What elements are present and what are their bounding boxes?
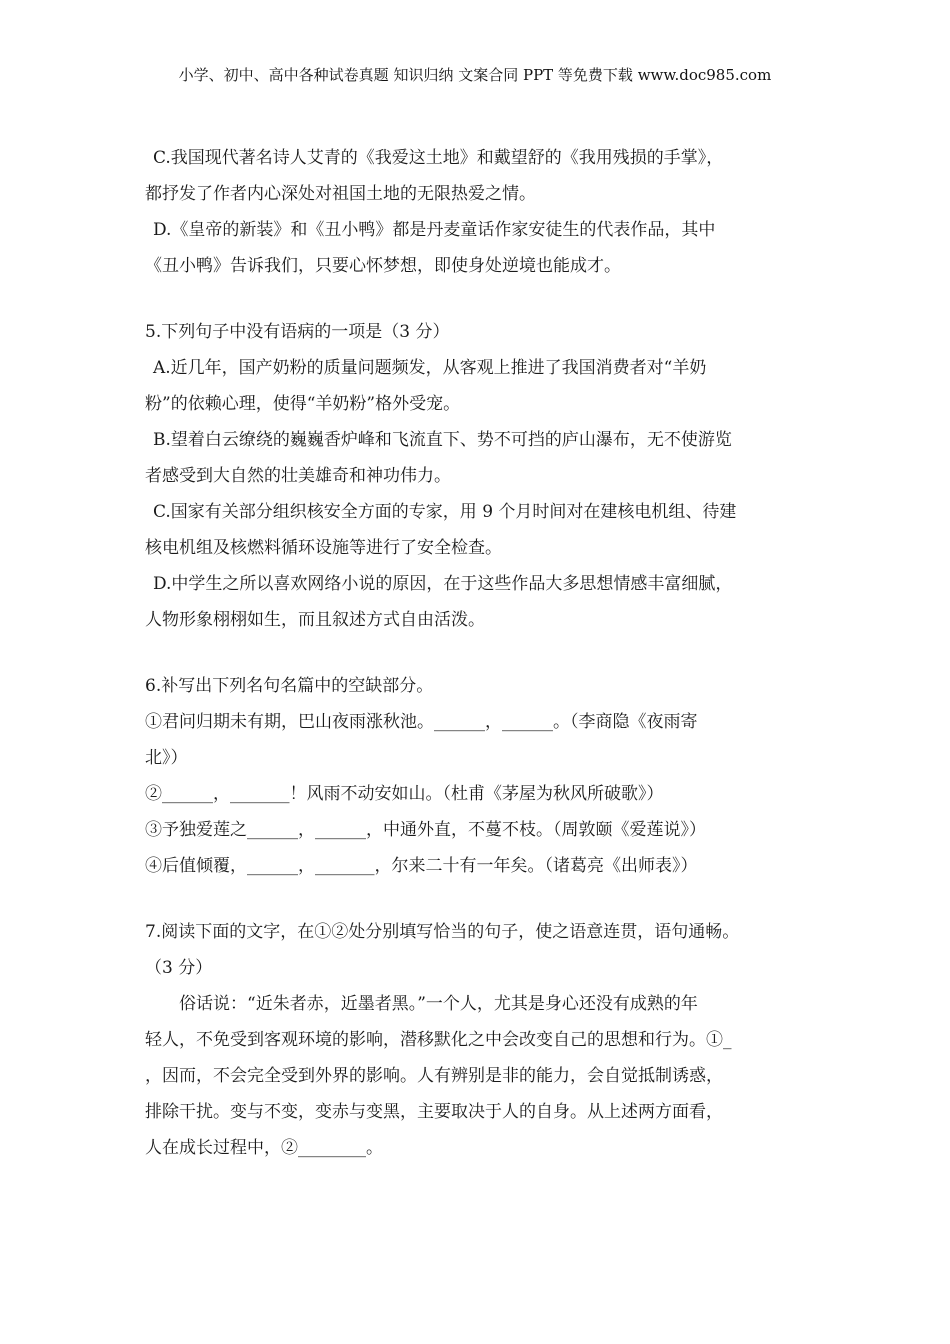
q7-paragraph-line2: 轻人，不免受到客观环境的影响，潜移默化之中会改变自己的思想和行为。①_ — [145, 1030, 732, 1050]
q4-option-c-line1: C.我国现代著名诗人艾青的《我爱这土地》和戴望舒的《我用残损的手掌》， — [153, 148, 724, 168]
q7-paragraph-line1: 俗话说：“近朱者赤，近墨者黑。”一个人，尤其是身心还没有成熟的年 — [179, 994, 698, 1014]
q5-option-d-line1: D.中学生之所以喜欢网络小说的原因，在于这些作品大多思想情感丰富细腻， — [153, 574, 733, 594]
q7-score: （3 分） — [145, 958, 213, 978]
q5-option-c-line2: 核电机组及核燃料循环设施等进行了安全检查。 — [145, 538, 502, 558]
spacer — [145, 284, 815, 314]
q7-paragraph-line5: 人在成长过程中，②________。 — [145, 1138, 383, 1158]
document-body — [145, 140, 815, 1166]
q4-option-d-line1: D.《皇帝的新装》和《丑小鸭》都是丹麦童话作家安徒生的代表作品，其中 — [153, 220, 716, 240]
q5-title: 5.下列句子中没有语病的一项是（3 分） — [145, 322, 450, 342]
q7-title: 7.阅读下面的文字，在①②处分别填写恰当的句子，使之语意连贯，语句通畅。 — [145, 922, 740, 942]
q6-item4: ④后值倾覆，______，_______，尔来二十有一年矣。（诸葛亮《出师表》） — [145, 856, 698, 876]
q6-item1-line1: ①君问归期未有期，巴山夜雨涨秋池。______，______。（李商隐《夜雨寄 — [145, 712, 698, 732]
q4-option-d-line2: 《丑小鸭》告诉我们，只要心怀梦想，即使身处逆境也能成才。 — [145, 256, 621, 276]
q5-option-a-line1: A.近几年，国产奶粉的质量问题频发，从客观上推进了我国消费者对“羊奶 — [153, 358, 707, 378]
q5-option-c-line1: C.国家有关部分组织核安全方面的专家，用 9 个月时间对在建核电机组、待建 — [153, 502, 737, 522]
q5-option-b-line2: 者感受到大自然的壮美雄奇和神功伟力。 — [145, 466, 451, 486]
q7-paragraph-line4: 排除干扰。变与不变，变赤与变黑，主要取决于人的自身。从上述两方面看， — [145, 1102, 723, 1122]
q6-title: 6.补写出下列名句名篇中的空缺部分。 — [145, 676, 434, 696]
q7-paragraph-line3: ，因而，不会完全受到外界的影响。人有辨别是非的能力，会自觉抵制诱惑， — [145, 1066, 723, 1086]
q6-item1-line2: 北》） — [145, 748, 188, 768]
page-header: 小学、初中、高中各种试卷真题 知识归纳 文案合同 PPT 等免费下载 www.doc985.com — [178, 66, 772, 84]
q6-item2: ②______，_______！风雨不动安如山。（杜甫《茅屋为秋风所破歌》） — [145, 784, 664, 804]
q6-item3: ③予独爱莲之______，______，中通外直，不蔓不枝。（周敦颐《爱莲说》） — [145, 820, 706, 840]
q5-option-a-line2: 粉”的依赖心理，使得“羊奶粉”格外受宠。 — [145, 394, 461, 414]
spacer — [145, 638, 815, 668]
q5-option-d-line2: 人物形象栩栩如生，而且叙述方式自由活泼。 — [145, 610, 485, 630]
q4-option-c-line2: 都抒发了作者内心深处对祖国土地的无限热爱之情。 — [145, 184, 536, 204]
spacer — [145, 884, 815, 914]
q5-option-b-line1: B.望着白云缭绕的巍巍香炉峰和飞流直下、势不可挡的庐山瀑布，无不使游览 — [153, 430, 732, 450]
